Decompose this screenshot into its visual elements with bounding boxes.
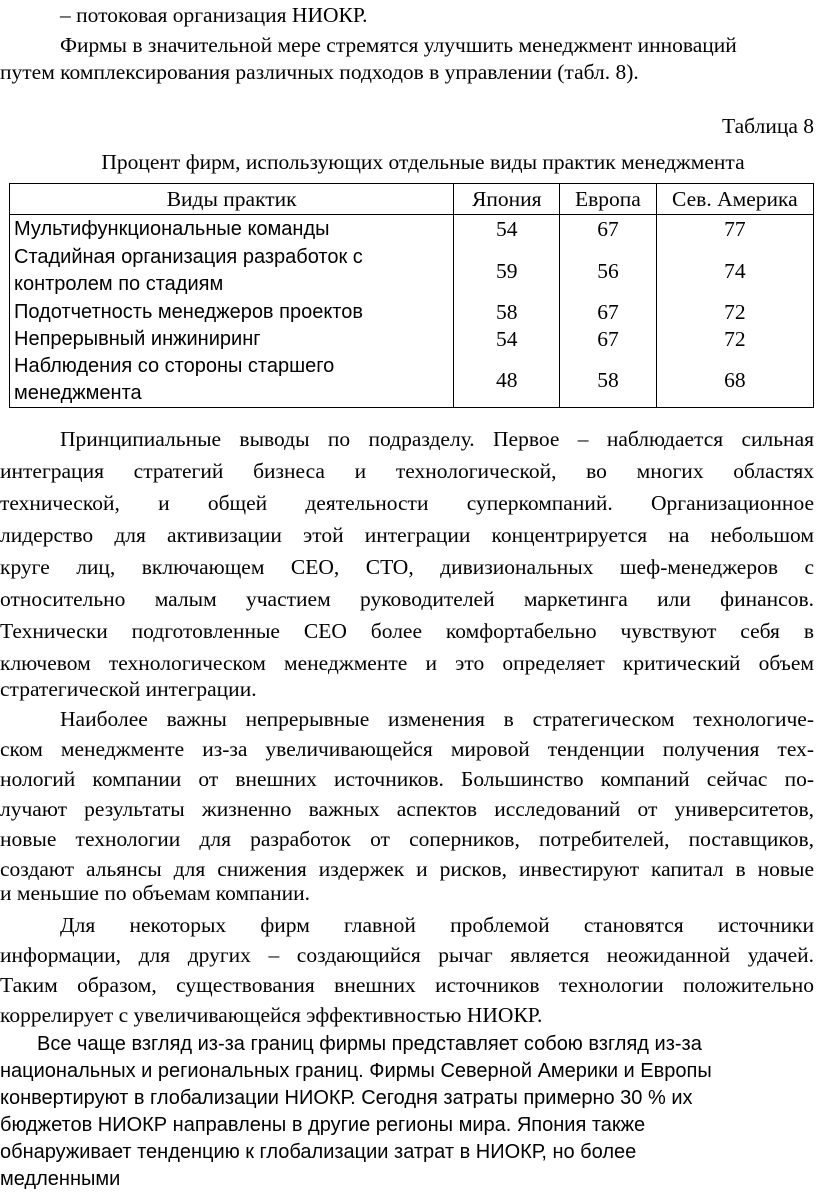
table-caption: Процент фирм, использующих отдельные виды практик менеджмента [101,150,745,174]
paragraph-line: технической, и общей деятельности суперкомпаний. Организационное [0,491,814,515]
value-japan: 54 [454,215,560,244]
practice-name: Мультифункциональные команды [10,215,454,244]
paragraph-line: стратегической интеграции. [0,677,257,701]
header-practices: Виды практик [10,184,454,215]
practice-name-line: контролем по стадиям [14,273,224,295]
value-america: 72 [656,299,813,326]
paragraph-line: бюджетов НИОКР направлены в другие регионы мира. Япония также [0,1114,646,1136]
table-header-row [10,184,814,215]
practice-name: Непрерывный инжиниринг [10,326,454,353]
paragraph-line: новые технологии для разработок от соперников, потребителей, поставщиков, [0,827,814,851]
table-number: Таблица 8 [722,114,814,138]
paragraph-line: Наиболее важны непрерывные изменения в стратегическом технологиче- [60,707,814,731]
paragraph-line: лидерство для активизации этой интеграции концентрируется на небольшом [0,523,814,547]
value-europe: 67 [560,299,657,326]
value-japan: 58 [454,299,560,326]
intro-line: Фирмы в значительной мере стремятся улучшить менеджмент инноваций [60,33,737,57]
table-row [10,244,814,299]
value-japan: 48 [454,353,560,408]
header-japan: Япония [454,184,560,215]
paragraph-line: Технически подготовленные CEO более комфортабельно чувствуют себя в [0,619,814,643]
practice-name-line: Наблюдения со стороны старшего [14,354,335,377]
paragraph-line: Принципиальные выводы по подразделу. Первое – наблюдается сильная [60,427,814,451]
paragraph-line: медленными [0,1168,121,1190]
value-europe: 67 [560,215,657,244]
value-japan: 54 [454,326,560,353]
paragraph-line: коррелирует с увеличивающейся эффективностью НИОКР. [0,1003,543,1027]
value-america: 77 [656,215,813,244]
practice-name-line: менеджмента [14,381,142,404]
paragraph-line: ском менеджменте из-за увеличивающейся мировой тенденции получения тех- [0,737,814,761]
value-america: 72 [656,326,813,353]
paragraph-line: круге лиц, включающем CEO, CTO, дивизиональных шеф-менеджеров с [0,555,814,579]
value-america: 68 [656,353,813,408]
paragraph-line: относительно малым участием руководителей маркетинга или финансов. [0,587,814,611]
practice-name [10,353,454,408]
paragraph-line: интеграция стратегий бизнеса и технологической, во многих областях [0,459,814,483]
practices-table [9,183,814,408]
paragraph-line: конвертируют в глобализации НИОКР. Сегодня затраты примерно 30 % их [0,1087,693,1109]
value-america: 74 [656,244,813,299]
value-europe: 58 [560,353,657,408]
header-europe: Европа [560,184,657,215]
paragraph-line: Таким образом, существования внешних источников технологии положительно [0,973,814,997]
paragraph-line: национальных и региональных границ. Фирмы Северной Америки и Европы [0,1060,712,1082]
practice-name-line: Стадийная организация разработок с [14,246,363,268]
table-row [10,353,814,408]
value-europe: 56 [560,244,657,299]
paragraph-line: нологий компании от внешних источников. Большинство компаний сейчас по- [0,767,814,791]
paragraph-line: и меньшие по объемам компании. [0,881,310,905]
table-row [10,326,814,353]
paragraph-line: создают альянсы для снижения издержек и рисков, инвестируют капитал в новые [0,857,814,881]
intro-line: – потоковая организация НИОКР. [60,3,368,27]
paragraph-line: Все чаще взгляд из-за границ фирмы представляет собою взгляд из-за [37,1033,702,1055]
paragraph-line: обнаруживает тенденцию к глобализации затрат в НИОКР, но более [0,1141,637,1163]
paragraph-line: информации, для других – создающийся рычаг является неожиданной удачей. [0,943,814,967]
intro-line: путем комплексирования различных подходов в управлении (табл. 8). [0,60,639,84]
paragraph-line: Для некоторых фирм главной проблемой становятся источники [60,913,814,937]
value-europe: 67 [560,326,657,353]
practice-name [10,244,454,299]
value-japan: 59 [454,244,560,299]
header-america: Сев. Америка [656,184,813,215]
practice-name: Подотчетность менеджеров проектов [10,299,454,326]
table-row [10,299,814,326]
paragraph-line: ключевом технологическом менеджменте и это определяет критический объем [0,651,814,675]
paragraph-line: лучают результаты жизненно важных аспектов исследований от университетов, [0,797,814,821]
table-row [10,215,814,244]
